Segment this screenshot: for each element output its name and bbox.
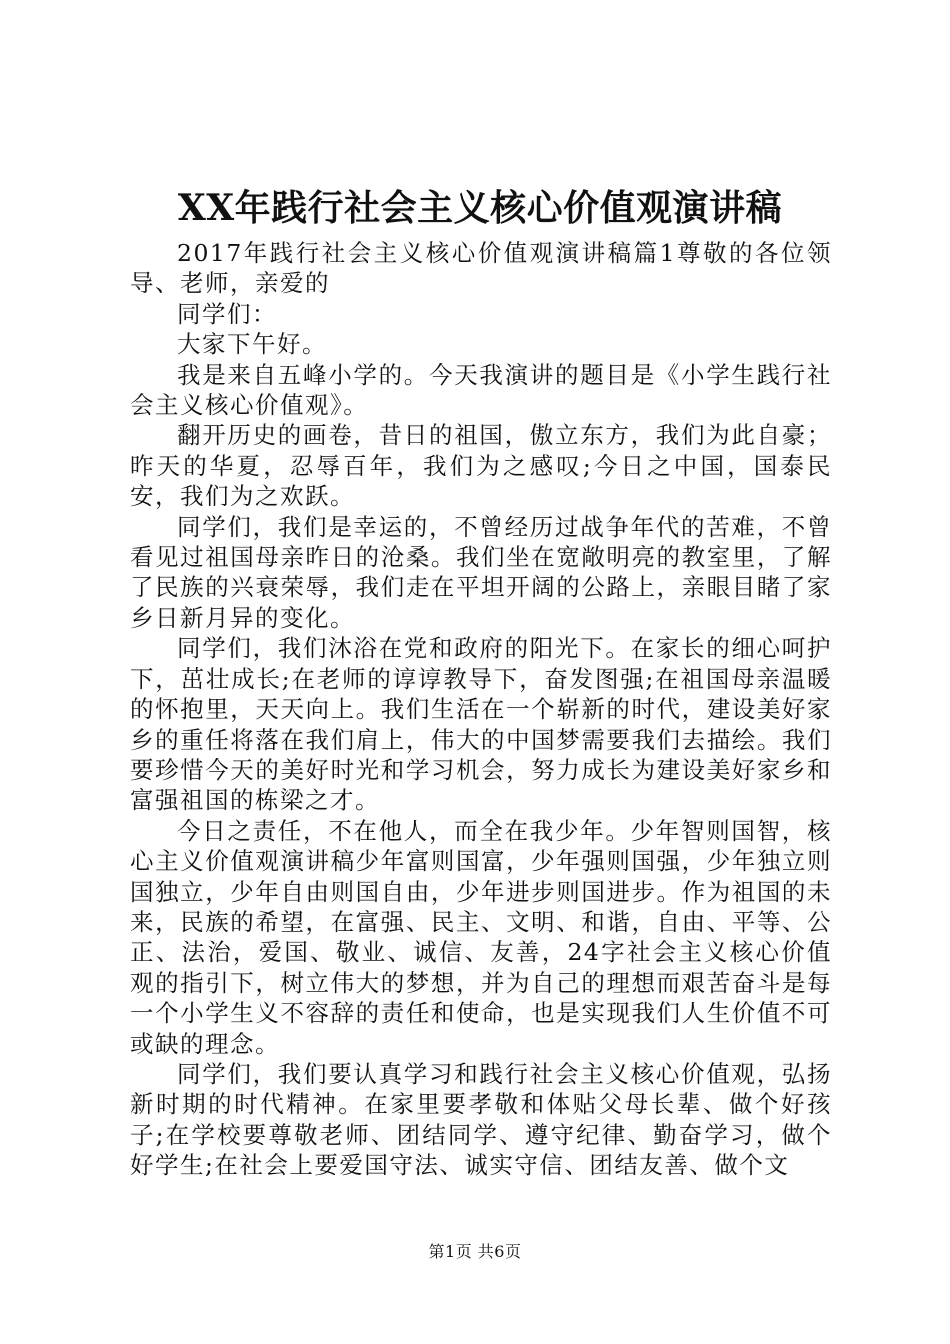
paragraph: 同学们，我们是幸运的，不曾经历过战争年代的苦难，不曾看见过祖国母亲昨日的沧桑。我们坐在宽敞明亮的教室里，了解了民族的兴衰荣辱，我们走在平坦开阔的公路上，亲眼目睹了家乡日新月异的变化。 — [130, 512, 832, 632]
document-title: XX年践行社会主义核心价值观演讲稿 — [177, 187, 783, 229]
paragraph: 大家下午好。 — [177, 330, 327, 359]
paragraph: 同学们，我们沐浴在党和政府的阳光下。在家长的细心呵护下，茁壮成长;在老师的谆谆教导下，奋发图强;在祖国母亲温暖的怀抱里，天天向上。我们生活在一个崭新的时代，建设美好家乡的重任将落在我们肩上，伟大的中国梦需要我们去描绘。我们要珍惜今天的美好时光和学习机会，努力成长为建设美好家乡和富强祖国的栋梁之才。 — [130, 634, 832, 815]
page-number-footer: 第1页 共6页 — [428, 1242, 522, 1261]
paragraph: 今日之责任，不在他人，而全在我少年。少年智则国智，核心主义价值观演讲稿少年富则国富，少年强则国强，少年独立则国独立，少年自由则国自由，少年进步则国进步。作为祖国的未来，民族的希望，在富强、民主、文明、和谐，自由、平等、公正、法治，爱国、敬业、诚信、友善，24字社会主义核心价值观的指引下，树立伟大的梦想，并为自己的理想而艰苦奋斗是每一个小学生义不容辞的责任和使命，也是实现我们人生价值不可或缺的理念。 — [130, 816, 832, 1058]
paragraph: 同学们： — [177, 299, 277, 328]
document-body — [130, 238, 832, 1181]
paragraph: 翻开历史的画卷，昔日的祖国，傲立东方，我们为此自豪；昨天的华夏，忍辱百年，我们为之感叹;今日之中国，国泰民安，我们为之欢跃。 — [130, 421, 832, 511]
paragraph: 2017年践行社会主义核心价值观演讲稿篇1尊敬的各位领导、老师，亲爱的 — [130, 239, 832, 298]
paragraph: 同学们，我们要认真学习和践行社会主义核心价值观，弘扬新时期的时代精神。在家里要孝敬和体贴父母长辈、做个好孩子;在学校要尊敬老师、团结同学、遵守纪律、勤奋学习，做个好学生;在社会上要爱国守法、诚实守信、团结友善、做个文 — [130, 1059, 832, 1180]
paragraph: 我是来自五峰小学的。今天我演讲的题目是《小学生践行社会主义核心价值观》。 — [130, 360, 832, 420]
